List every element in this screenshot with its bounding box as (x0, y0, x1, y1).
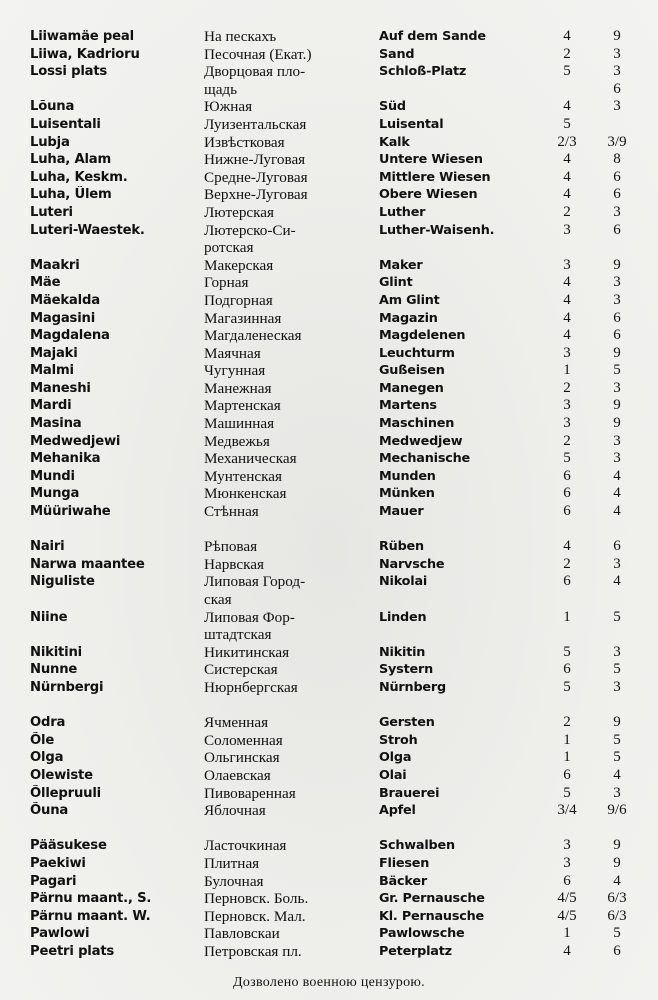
russian-name: Булочная (204, 872, 264, 890)
section-number: 3 (613, 643, 621, 660)
german-name: Schloß-Platz (379, 64, 467, 80)
section-number: 5 (613, 925, 621, 942)
estonian-name: Magasini (30, 310, 96, 326)
district-number: 4/5 (557, 907, 577, 924)
district-number: 2/3 (557, 133, 577, 150)
district-number: 1 (563, 608, 571, 625)
estonian-name: Nunne (30, 662, 78, 678)
german-name: Magdelenen (379, 328, 466, 344)
russian-name: Перновск. Мал. (204, 907, 306, 925)
table-row (30, 943, 642, 961)
estonian-name: Majaki (30, 345, 78, 361)
estonian-name: Malmi (30, 363, 74, 379)
district-number: 2 (563, 714, 571, 731)
district-number: 2 (563, 379, 571, 396)
russian-name: Магазинная (204, 309, 282, 327)
estonian-name: Liiwamäe peal (30, 29, 134, 44)
section-number: 9 (613, 854, 621, 871)
table-row (30, 222, 642, 240)
russian-name: Липовая Город- (204, 573, 306, 591)
section-number: 3 (613, 291, 621, 308)
district-number: 3 (563, 256, 571, 273)
russian-name: Пивоваренная (204, 784, 296, 802)
russian-name: Никитинская (204, 643, 290, 661)
table-row (30, 450, 642, 468)
table-row (30, 116, 642, 134)
table-row (30, 468, 642, 486)
table-row (30, 239, 642, 257)
district-number: 4 (563, 274, 571, 291)
district-number: 4 (563, 538, 571, 555)
russian-name: Лютерская (204, 203, 275, 221)
russian-name: Подгорная (204, 291, 273, 309)
russian-name: Рѣповая (204, 538, 258, 556)
table-row (30, 767, 642, 785)
district-number: 4 (563, 28, 571, 44)
table-row (30, 485, 642, 503)
estonian-name: Maneshi (30, 380, 91, 396)
german-name: Rüben (379, 539, 424, 555)
german-name: Maker (379, 257, 423, 273)
section-number: 6 (613, 327, 621, 344)
russian-name: Извѣстковая (204, 133, 285, 151)
german-name: Medwedjew (379, 433, 463, 449)
estonian-name: Peetri plats (30, 943, 115, 959)
district-number: 5 (563, 63, 571, 80)
russian-name: Нюрнбергская (204, 678, 298, 696)
german-name: Apfel (379, 803, 416, 819)
estonian-name: Lossi plats (30, 64, 108, 80)
estonian-name: Õllepruuli (30, 785, 101, 801)
russian-name: Средне-Луговая (204, 168, 308, 186)
german-name: Bäcker (379, 873, 427, 889)
german-name: Brauerei (379, 785, 440, 801)
section-number: 3 (613, 432, 621, 449)
section-gap (30, 521, 642, 539)
estonian-name: Luha, Ülem (30, 187, 112, 203)
german-name: Luisental (379, 116, 444, 132)
section-number: 3 (613, 450, 621, 467)
german-name: Magazin (379, 310, 438, 326)
district-number: 2 (563, 432, 571, 449)
german-name: Auf dem Sande (379, 29, 486, 44)
estonian-name: Pärnu maant. W. (30, 908, 151, 924)
german-name: Gr. Pernausche (379, 891, 485, 907)
estonian-name: Nürnbergi (30, 679, 104, 695)
german-name: Münken (379, 486, 435, 502)
section-number: 6 (613, 221, 621, 238)
table-row (30, 46, 642, 64)
german-name: Untere Wiesen (379, 152, 483, 168)
table-row (30, 327, 642, 345)
section-number: 3 (613, 678, 621, 695)
estonian-name: Paekiwi (30, 855, 86, 871)
table-row (30, 556, 642, 574)
german-name: Sand (379, 46, 415, 62)
section-number: 9 (613, 714, 621, 731)
russian-name: Механическая (204, 450, 297, 468)
table-row (30, 28, 642, 46)
table-row (30, 591, 642, 609)
table-row (30, 679, 642, 697)
russian-name: На пескахъ (204, 28, 277, 45)
table-row (30, 626, 642, 644)
table-row (30, 661, 642, 679)
estonian-name: Mäekalda (30, 292, 100, 308)
section-number: 6 (613, 186, 621, 203)
russian-name: Мартенская (204, 397, 281, 415)
german-name: Munden (379, 468, 436, 484)
estonian-name: Niine (30, 609, 68, 625)
russian-name: Лютерско-Си- (204, 221, 296, 239)
section-number: 8 (613, 151, 621, 168)
district-number: 3 (563, 221, 571, 238)
section-number: 4 (613, 503, 621, 520)
russian-name: Нарвская (204, 555, 265, 573)
german-name: Süd (379, 99, 406, 115)
district-number: 6 (563, 661, 571, 678)
district-number: 2 (563, 555, 571, 572)
russian-name: Песочная (Екат.) (204, 45, 312, 63)
german-name: Linden (379, 609, 427, 625)
german-name: Gußeisen (379, 363, 445, 379)
table-row (30, 81, 642, 99)
estonian-name: Mehanika (30, 451, 101, 467)
russian-name: Перновск. Боль. (204, 890, 309, 908)
district-number: 6 (563, 573, 571, 590)
german-name: Schwalben (379, 838, 455, 854)
russian-name: Ольгинская (204, 749, 280, 767)
district-number: 6 (563, 485, 571, 502)
district-number: 3 (563, 415, 571, 432)
german-name: Nikolai (379, 574, 428, 590)
district-number: 4 (563, 151, 571, 168)
district-number: 5 (563, 450, 571, 467)
estonian-name: Magdalena (30, 328, 110, 344)
section-number: 9 (613, 415, 621, 432)
district-number: 1 (563, 362, 571, 379)
section-number: 5 (613, 731, 621, 748)
german-name: Nürnberg (379, 679, 446, 695)
table-row (30, 433, 642, 451)
district-number: 5 (563, 643, 571, 660)
table-row (30, 204, 642, 222)
estonian-name: Luha, Alam (30, 152, 112, 168)
german-name: Glint (379, 275, 413, 291)
district-number: 2 (563, 45, 571, 62)
table-row (30, 802, 642, 820)
section-number: 6 (613, 80, 621, 97)
russian-name: Медвежья (204, 432, 270, 450)
estonian-name: Luha, Keskm. (30, 169, 128, 185)
district-number: 3 (563, 397, 571, 414)
estonian-name: Odra (30, 715, 66, 731)
russian-name: Ячменная (204, 714, 269, 732)
russian-name: Стѣнная (204, 503, 259, 521)
russian-name: Маячная (204, 344, 261, 362)
section-number: 3 (613, 274, 621, 291)
table-row (30, 873, 642, 891)
section-number: 4 (613, 485, 621, 502)
estonian-name: Nikitini (30, 644, 82, 660)
district-number: 3 (563, 854, 571, 871)
section-number: 9 (613, 837, 621, 854)
district-number: 5 (563, 784, 571, 801)
estonian-name: Lubja (30, 134, 70, 150)
district-number: 6 (563, 766, 571, 783)
russian-name: ская (204, 591, 232, 608)
section-gap (30, 697, 642, 715)
german-name: Fliesen (379, 855, 430, 871)
section-number: 6 (613, 942, 621, 959)
estonian-name: Masina (30, 416, 82, 432)
estonian-name: Luteri (30, 204, 73, 220)
table-row (30, 890, 642, 908)
estonian-name: Mardi (30, 398, 72, 414)
russian-name: Петровская пл. (204, 942, 302, 960)
street-name-table (30, 28, 642, 960)
german-name: Obere Wiesen (379, 187, 478, 203)
table-row (30, 573, 642, 591)
german-name: Manegen (379, 380, 444, 396)
section-number: 3/9 (607, 133, 627, 150)
district-number: 6 (563, 872, 571, 889)
table-row (30, 732, 642, 750)
estonian-name: Pääsukese (30, 838, 107, 854)
district-number: 3 (563, 837, 571, 854)
estonian-name: Medwedjewi (30, 433, 121, 449)
section-number: 9 (613, 397, 621, 414)
russian-name: Мунтенская (204, 467, 282, 485)
estonian-name: Mäe (30, 275, 61, 291)
russian-name: Манежная (204, 379, 272, 397)
russian-name: Ласточкиная (204, 837, 287, 855)
table-row (30, 415, 642, 433)
section-number: 6 (613, 168, 621, 185)
section-number: 3 (613, 203, 621, 220)
district-number: 1 (563, 731, 571, 748)
german-name: Maschinen (379, 416, 455, 432)
table-row (30, 134, 642, 152)
section-number: 4 (613, 872, 621, 889)
district-number: 4 (563, 942, 571, 959)
section-gap (30, 820, 642, 838)
table-row (30, 749, 642, 767)
estonian-name: Õle (30, 732, 55, 748)
german-name: Olga (379, 750, 412, 766)
district-number: 4 (563, 186, 571, 203)
table-row (30, 785, 642, 803)
section-number: 6/3 (607, 890, 627, 907)
table-row (30, 609, 642, 627)
german-name: Systern (379, 662, 433, 678)
section-number: 3 (613, 555, 621, 572)
german-name: Pawlowsche (379, 926, 465, 942)
section-number: 5 (613, 661, 621, 678)
estonian-name: Olewiste (30, 767, 93, 783)
estonian-name: Luisentali (30, 116, 101, 132)
russian-name: Нижне-Луговая (204, 151, 306, 169)
district-number: 2 (563, 203, 571, 220)
russian-name: Магдаленеская (204, 327, 302, 345)
table-row (30, 151, 642, 169)
german-name: Stroh (379, 732, 418, 748)
german-name: Martens (379, 398, 437, 414)
district-number: 4/5 (557, 890, 577, 907)
estonian-name: Munga (30, 486, 80, 502)
district-number: 4 (563, 327, 571, 344)
district-number: 4 (563, 291, 571, 308)
estonian-name: Liiwa, Kadrioru (30, 46, 140, 62)
section-number: 5 (613, 749, 621, 766)
table-row (30, 257, 642, 275)
russian-name: Луизентальская (204, 115, 307, 133)
section-number: 3 (613, 45, 621, 62)
russian-name: Мюнкенская (204, 485, 287, 503)
russian-name: Соломенная (204, 731, 283, 749)
table-row (30, 503, 642, 521)
table-row (30, 380, 642, 398)
russian-name: Дворцовая пло- (204, 63, 306, 81)
table-row (30, 714, 642, 732)
district-number: 6 (563, 467, 571, 484)
estonian-name: Lõuna (30, 99, 75, 115)
german-name: Leuchturm (379, 345, 455, 361)
table-row (30, 644, 642, 662)
table-row (30, 855, 642, 873)
section-number: 4 (613, 467, 621, 484)
german-name: Luther (379, 204, 426, 220)
german-name: Nikitin (379, 644, 426, 660)
german-name: Mauer (379, 504, 424, 520)
district-number: 4 (563, 309, 571, 326)
german-name: Gersten (379, 715, 435, 731)
section-number: 9 (613, 256, 621, 273)
russian-name: Чугунная (204, 362, 266, 380)
estonian-name: Pärnu maant., S. (30, 891, 152, 907)
estonian-name: Narwa maantee (30, 556, 145, 572)
section-number: 9/6 (607, 802, 627, 819)
section-number: 3 (613, 63, 621, 80)
section-number: 3 (613, 784, 621, 801)
district-number: 6 (563, 503, 571, 520)
estonian-name: Pagari (30, 873, 77, 889)
estonian-name: Niguliste (30, 574, 95, 590)
section-number: 3 (613, 379, 621, 396)
estonian-name: Õuna (30, 803, 69, 819)
russian-name: Плитная (204, 854, 260, 872)
table-row (30, 169, 642, 187)
section-number: 6 (613, 538, 621, 555)
section-number: 6/3 (607, 907, 627, 924)
section-number: 5 (613, 362, 621, 379)
table-row (30, 310, 642, 328)
section-number: 5 (613, 608, 621, 625)
table-row (30, 186, 642, 204)
german-name: Mechanische (379, 451, 471, 467)
district-number: 3 (563, 344, 571, 361)
german-name: Luther-Waisenh. (379, 222, 495, 238)
district-number: 4 (563, 168, 571, 185)
section-number: 4 (613, 766, 621, 783)
russian-name: Верхне-Луговая (204, 186, 308, 204)
table-row (30, 274, 642, 292)
estonian-name: Maakri (30, 257, 80, 273)
district-number: 1 (563, 749, 571, 766)
table-row (30, 345, 642, 363)
german-name: Kalk (379, 134, 410, 150)
table-row (30, 397, 642, 415)
german-name: Olai (379, 767, 407, 783)
russian-name: Систерская (204, 661, 278, 679)
german-name: Peterplatz (379, 943, 452, 959)
german-name: Narvsche (379, 556, 445, 572)
table-row (30, 925, 642, 943)
russian-name: Павловскаи (204, 925, 280, 943)
district-number: 1 (563, 925, 571, 942)
russian-name: штадтская (204, 626, 272, 644)
russian-name: Южная (204, 98, 253, 116)
section-number: 9 (613, 344, 621, 361)
section-number: 6 (613, 309, 621, 326)
german-name: Mittlere Wiesen (379, 169, 491, 185)
section-number: 9 (613, 28, 621, 44)
district-number: 5 (563, 115, 571, 132)
district-number: 3/4 (557, 802, 577, 819)
russian-name: щадь (204, 80, 238, 98)
russian-name: Липовая Фор- (204, 608, 295, 626)
censorship-note: Дозволено военною цензурою. (233, 975, 425, 990)
estonian-name: Müüriwahe (30, 504, 111, 520)
table-row (30, 98, 642, 116)
estonian-name: Mundi (30, 468, 75, 484)
table-row (30, 837, 642, 855)
section-number: 4 (613, 573, 621, 590)
estonian-name: Olga (30, 750, 64, 766)
table-row (30, 362, 642, 380)
russian-name: Яблочная (204, 802, 266, 820)
russian-name: Олаевская (204, 766, 271, 784)
russian-name: Горная (204, 274, 249, 292)
table-row (30, 538, 642, 556)
district-number: 5 (563, 678, 571, 695)
table-row (30, 63, 642, 81)
estonian-name: Pawlowi (30, 926, 90, 942)
section-number: 3 (613, 98, 621, 115)
table-row (30, 292, 642, 310)
district-number: 4 (563, 98, 571, 115)
russian-name: ротская (204, 239, 254, 257)
german-name: Kl. Pernausche (379, 908, 485, 924)
russian-name: Макерская (204, 256, 274, 274)
table-row (30, 908, 642, 926)
german-name: Am Glint (379, 292, 440, 308)
russian-name: Машинная (204, 415, 275, 433)
estonian-name: Nairi (30, 539, 65, 555)
estonian-name: Luteri-Waestek. (30, 222, 145, 238)
